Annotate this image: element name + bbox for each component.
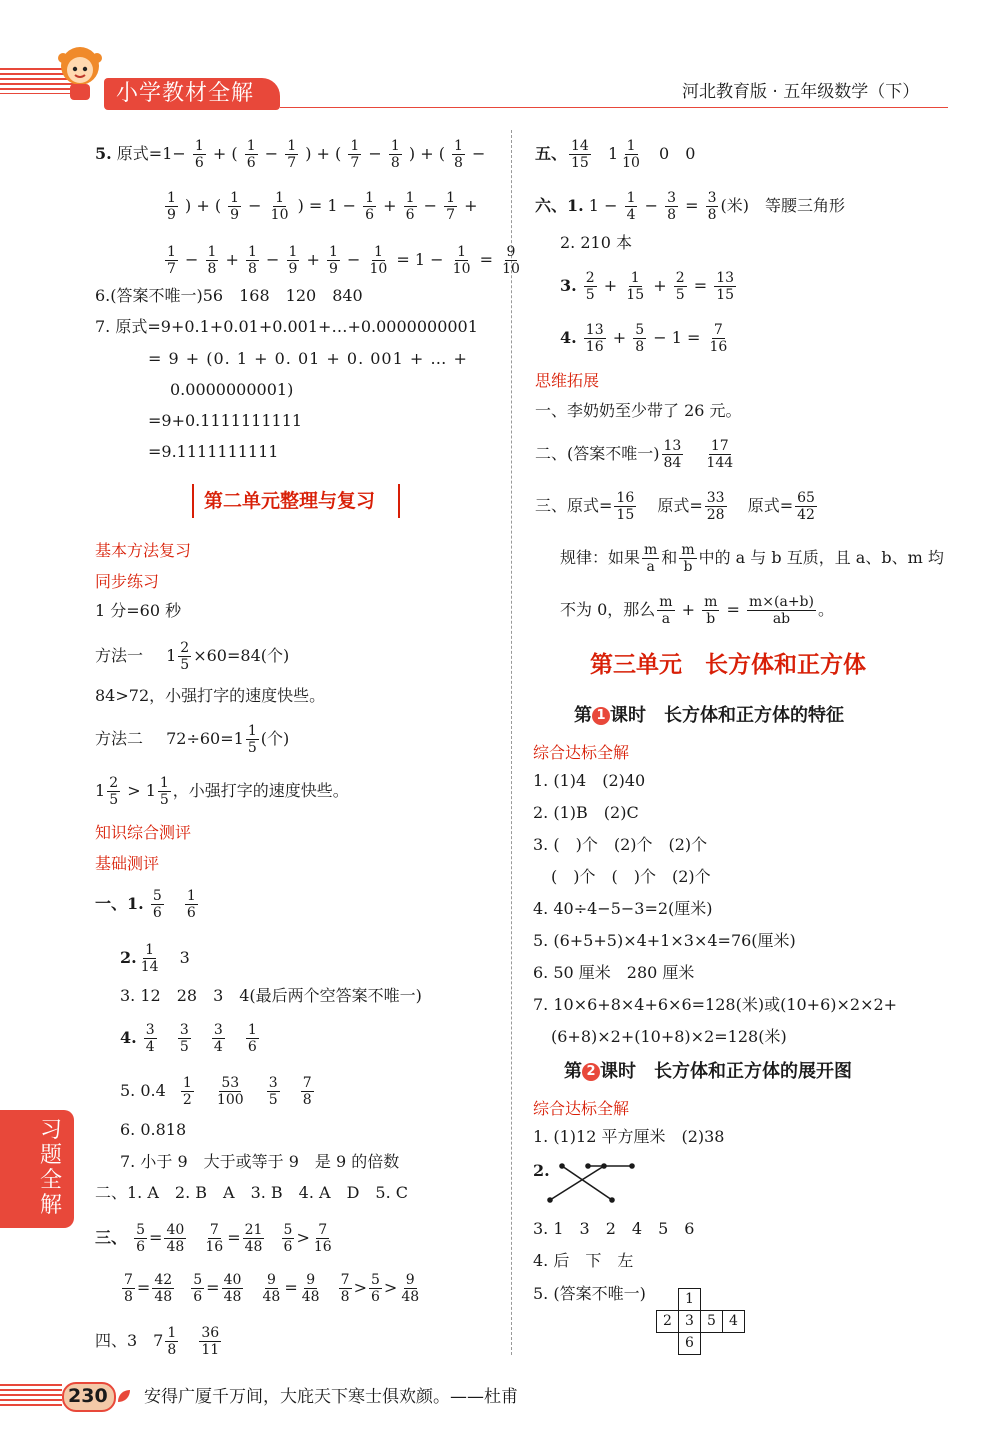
s1-7: 7. 小于 9 大于或等于 9 是 9 的倍数 — [120, 1152, 400, 1171]
fraction: $\frac{m\times(a+b)}{ab}$ — [749, 594, 814, 627]
fraction: $\frac{9}{10}$ — [502, 244, 520, 277]
l2-3: 3. 1 3 2 4 5 6 — [533, 1219, 695, 1238]
s3-label: 三、 — [95, 1228, 128, 1247]
fraction: $\frac{m}{a}$ — [659, 594, 673, 627]
mascot-logo — [52, 44, 108, 104]
fraction: $\frac{5}{8}$ — [635, 322, 645, 355]
matching-lines-diagram — [544, 1160, 636, 1206]
fraction: $\frac{m}{b}$ — [681, 542, 695, 575]
fraction: $\frac{9}{48}$ — [301, 1272, 320, 1305]
q5-prefix: 原式=1− — [116, 144, 186, 163]
fraction: $\frac{1}{6}$ — [186, 888, 196, 921]
l1-7a: 7. 10×6+8×4+6×6=128(米)或(10+6)×2×2+ — [533, 995, 898, 1014]
lesson-number-badge: 1 — [592, 707, 610, 725]
footer-quote: 安得广厦千万间，大庇天下寒士俱欢颜。——杜甫 — [144, 1387, 518, 1407]
compare2: 1 $\frac{2}{5}$ > 1 $\frac{1}{5}$ ，小强打字的速度快些。 — [95, 775, 349, 808]
s1-1-label: 一、1. — [95, 894, 144, 913]
side-tab-label: 习题全解 — [39, 1118, 62, 1218]
fraction: $\frac{36}{11}$ — [201, 1325, 220, 1358]
net-cell: 4 — [722, 1310, 745, 1333]
r-s5-tail: 0 0 — [659, 144, 696, 163]
fraction: $\frac{1}{9}$ — [167, 190, 176, 223]
r-s6-3: 3. $\frac{2}{5}$ + $\frac{1}{15}$ + $\frac{2}{5}$ = $\frac{13}{15}$ — [560, 270, 735, 303]
fraction: $\frac{2}{5}$ — [180, 640, 190, 673]
fraction: $\frac{5}{6}$ — [152, 888, 162, 921]
fraction: $\frac{9}{48}$ — [401, 1272, 420, 1305]
l1-3a: 3. ( )个 (2)个 (2)个 — [533, 835, 708, 854]
fraction: $\frac{21}{48}$ — [244, 1222, 263, 1255]
footer-stripes — [0, 1384, 62, 1406]
fraction: $\frac{1}{7}$ — [446, 190, 456, 223]
net-cell: 1 — [678, 1288, 701, 1311]
l1-2: 2. (1)B (2)C — [533, 803, 639, 822]
l1-3b: ( )个 ( )个 (2)个 — [551, 867, 711, 886]
basic-test-heading: 基础测评 — [95, 854, 160, 873]
r-s6-1: 六、1. 1 − $\frac{1}{4}$ − $\frac{3}{8}$ = $\frac{3}{8}$ (米) 等腰三角形 — [535, 190, 845, 223]
fraction: $\frac{1}{6}$ — [247, 1022, 257, 1055]
fraction: $\frac{1}{5}$ — [247, 723, 257, 756]
fraction: $\frac{1}{8}$ — [390, 138, 400, 171]
fraction: $\frac{14}{15}$ — [571, 138, 589, 171]
thinking-heading: 思维拓展 — [535, 371, 600, 390]
l1-7b: (6+8)×2+(10+8)×2=128(米) — [551, 1027, 787, 1046]
fraction: $\frac{3}{4}$ — [213, 1022, 223, 1055]
rule-line1 — [560, 542, 944, 575]
s3-line2: $\frac{7}{8}$ = $\frac{42}{48}$ $\frac{5}{6}$ = $\frac{40}{48}$ $\frac{9}{48}$ = $\frac{9}{48}$ $\frac{7}{8}$ > $\frac{5}{6}$ > $\frac{9}{48}$ — [124, 1272, 420, 1305]
s1-2-tail: 3 — [179, 948, 190, 967]
fraction: $\frac{33}{28}$ — [706, 490, 725, 523]
comprehensive1-heading: 综合达标全解 — [533, 743, 630, 762]
lesson1-post: 课时 长方体和正方体的特征 — [610, 705, 844, 726]
rule-a: 规律：如果 — [560, 548, 641, 567]
q5-number: 5. — [95, 144, 112, 163]
net-cell: 5 — [700, 1310, 723, 1333]
t2-label: 二、(答案不唯一) — [535, 444, 660, 463]
fraction: $\frac{5}{6}$ — [283, 1222, 293, 1255]
fraction: $\frac{7}{8}$ — [124, 1272, 133, 1305]
fraction: $\frac{1}{9}$ — [230, 190, 240, 223]
fraction: $\frac{1}{8}$ — [207, 244, 217, 277]
fraction: $\frac{m}{a}$ — [644, 542, 658, 575]
column-divider — [511, 130, 512, 1355]
fraction: $\frac{13}{15}$ — [716, 270, 735, 303]
fraction: $\frac{3}{4}$ — [145, 1022, 155, 1055]
fraction: $\frac{1}{6}$ — [405, 190, 415, 223]
method2-line — [95, 723, 289, 756]
fraction: $\frac{1}{2}$ — [182, 1075, 192, 1108]
l2-5: 5. (答案不唯一) — [533, 1284, 646, 1303]
lesson1-title — [574, 704, 844, 728]
l1-1: 1. (1)4 (2)40 — [533, 771, 646, 790]
fraction: $\frac{5}{6}$ — [136, 1222, 146, 1255]
r-s5-label: 五、 — [535, 144, 568, 163]
fraction: $\frac{7}{8}$ — [302, 1075, 312, 1108]
fraction: $\frac{1}{8}$ — [454, 138, 463, 171]
fraction: $\frac{40}{48}$ — [166, 1222, 185, 1255]
s3-line1: 三、 $\frac{5}{6}$ = $\frac{40}{48}$ $\frac{7}{16}$ = $\frac{21}{48}$ $\frac{5}{6}$ > $\frac{7}{16}$ — [95, 1222, 332, 1255]
knowledge-test-heading: 知识综合测评 — [95, 823, 192, 842]
fraction: $\frac{1}{9}$ — [288, 244, 298, 277]
lesson-number-badge: 2 — [582, 1063, 600, 1081]
fraction: $\frac{17}{144}$ — [706, 438, 734, 471]
fraction: $\frac{3}{5}$ — [179, 1022, 189, 1055]
method1-expr: ×60=84(个) — [193, 646, 290, 665]
rule-d: 不为 0，那么 — [560, 600, 656, 619]
lesson2-post: 课时 长方体和正方体的展开图 — [600, 1061, 852, 1082]
fraction: $\frac{13}{16}$ — [585, 322, 604, 355]
fraction: $\frac{7}{16}$ — [313, 1222, 332, 1255]
fraction: $\frac{1}{8}$ — [167, 1325, 177, 1358]
t3-b: 原式= — [657, 496, 703, 515]
sync-practice-heading: 同步练习 — [95, 572, 160, 591]
fraction: $\frac{40}{48}$ — [223, 1272, 242, 1305]
r-s6-1-tail: (米) 等腰三角形 — [720, 196, 845, 215]
q5-line3: $\frac{1}{7}$ − $\frac{1}{8}$ + $\frac{1}{8}$ − $\frac{1}{9}$ + $\frac{1}{9}$ − $\frac{1}{10}$ = 1 − $\frac{1}{10}$ = $\frac{9}{10}$ — [167, 244, 520, 277]
l1-5: 5. (6+5+5)×4+1×3×4=76(厘米) — [533, 931, 796, 950]
fraction: $\frac{3}{8}$ — [667, 190, 676, 223]
fraction: $\frac{1}{8}$ — [248, 244, 257, 277]
q7-line5: =9.1111111111 — [148, 442, 279, 461]
fraction: $\frac{1}{10}$ — [369, 244, 388, 277]
method2-expr: 72÷60=1 — [166, 729, 244, 748]
s1-2: 2. $\frac{1}{14}$ 3 — [120, 942, 190, 975]
fraction: $\frac{2}{5}$ — [675, 270, 685, 303]
q6: 6.(答案不唯一)56 168 120 840 — [95, 286, 363, 305]
l2-2: 2. — [533, 1161, 550, 1180]
fraction: $\frac{9}{48}$ — [262, 1272, 281, 1305]
lesson1-pre: 第 — [574, 705, 592, 726]
lesson2-pre: 第 — [564, 1061, 582, 1082]
fraction: $\frac{1}{6}$ — [365, 190, 375, 223]
fraction: $\frac{1}{7}$ — [287, 138, 297, 171]
rule-line2: 不为 0，那么 $\frac{m}{a}$ + $\frac{m}{b}$ = $\frac{m\times(a+b)}{ab}$ 。 — [560, 594, 834, 627]
q7-line3: 0.0000000001) — [170, 380, 294, 399]
t3 — [535, 490, 819, 523]
q7-line1: 7. 原式=9+0.1+0.01+0.001+…+0.0000000001 — [95, 317, 478, 336]
r-s5: 五、 $\frac{14}{15}$ 1 $\frac{1}{10}$ 0 0 — [535, 138, 696, 171]
q7-line2: = 9 + (0. 1 + 0. 01 + 0. 001 + … + — [148, 349, 468, 368]
page-number: 230 — [68, 1385, 108, 1407]
method2-label: 方法二 — [95, 729, 144, 748]
minute-line: 1 分=60 秒 — [95, 601, 182, 620]
method1-label: 方法一 — [95, 646, 144, 665]
l2-4: 4. 后 下 左 — [533, 1251, 634, 1270]
r-s6-4: 4. $\frac{13}{16}$ + $\frac{5}{8}$ − 1 = $\frac{7}{16}$ — [560, 322, 728, 355]
unit-title: 第三单元 长方体和正方体 — [590, 652, 866, 678]
r-s6-2: 2. 210 本 — [560, 233, 632, 252]
fraction: $\frac{5}{6}$ — [193, 1272, 203, 1305]
compare1: 84>72，小强打字的速度快些。 — [95, 686, 326, 705]
t3-c: 原式= — [747, 496, 794, 515]
fraction: $\frac{65}{42}$ — [797, 490, 815, 523]
fraction: $\frac{1}{10}$ — [452, 244, 471, 277]
q5-line1: 5. 原式=1− $\frac{1}{6}$ + ( $\frac{1}{6}$ − $\frac{1}{7}$ ) + ( $\frac{1}{7}$ − $\frac{1}{8}$ ) + ( $\frac{1}{8}$ − — [95, 138, 486, 171]
q5-line2: $\frac{1}{9}$ ) + ( $\frac{1}{9}$ − $\frac{1}{10}$ ) = 1 − $\frac{1}{6}$ + $\frac{1}{6}$ − $\frac{1}{7}$ + — [167, 190, 478, 223]
fraction: $\frac{7}{16}$ — [709, 322, 728, 355]
t1: 一、李奶奶至少带了 26 元。 — [535, 401, 742, 420]
method1-line: 方法一 1 $\frac{2}{5}$ ×60=84(个) — [95, 640, 290, 673]
net-cell: 2 — [656, 1310, 679, 1333]
brand-title: 小学教材全解 — [116, 81, 255, 106]
s1-6: 6. 0.818 — [120, 1120, 187, 1139]
fraction: $\frac{16}{15}$ — [616, 490, 635, 523]
basic-review-heading: 基本方法复习 — [95, 541, 192, 560]
l2-1: 1. (1)12 平方厘米 (2)38 — [533, 1127, 725, 1146]
header-rule — [280, 107, 948, 108]
fraction: $\frac{1}{15}$ — [626, 270, 645, 303]
fraction: $\frac{42}{48}$ — [154, 1272, 173, 1305]
s1-1 — [95, 888, 200, 921]
rule-b: 和 — [661, 548, 678, 567]
compare2-text: ，小强打字的速度快些。 — [172, 781, 349, 800]
fraction: $\frac{7}{8}$ — [340, 1272, 350, 1305]
t3-a: 三、原式= — [535, 496, 613, 515]
fraction: $\frac{1}{14}$ — [140, 942, 159, 975]
l1-6: 6. 50 厘米 280 厘米 — [533, 963, 695, 982]
fraction: $\frac{2}{5}$ — [109, 775, 119, 808]
comprehensive2-heading: 综合达标全解 — [533, 1099, 630, 1118]
fraction: $\frac{1}{7}$ — [167, 244, 176, 277]
s4-label: 四、3 7 — [95, 1331, 164, 1350]
s1-3: 3. 12 28 3 4(最后两个空答案不唯一) — [120, 986, 422, 1005]
fraction: $\frac{1}{6}$ — [194, 138, 204, 171]
fraction: $\frac{1}{5}$ — [159, 775, 169, 808]
fraction: $\frac{1}{10}$ — [270, 190, 289, 223]
fraction: $\frac{3}{8}$ — [707, 190, 717, 223]
fraction: $\frac{1}{6}$ — [246, 138, 256, 171]
s1-5-head: 5. 0.4 — [120, 1081, 166, 1100]
rule-c: 中的 a 与 b 互质，且 a、b、m 均 — [698, 548, 944, 567]
l1-4: 4. 40÷4−5−3=2(厘米) — [533, 899, 713, 918]
lesson2-title — [564, 1060, 852, 1084]
net-cell: 6 — [678, 1332, 701, 1355]
fraction: $\frac{3}{5}$ — [268, 1075, 278, 1108]
edition-label: 河北教育版 · 五年级数学（下） — [682, 82, 920, 102]
s1-4: 4. $\frac{3}{4}$ $\frac{3}{5}$ $\frac{3}{4}$ $\frac{1}{6}$ — [120, 1022, 257, 1055]
section-title: 第二单元整理与复习 — [204, 490, 376, 512]
q7-line4: =9+0.1111111111 — [148, 411, 303, 430]
fraction: $\frac{13}{84}$ — [663, 438, 682, 471]
s4 — [95, 1325, 223, 1358]
fraction: $\frac{1}{4}$ — [626, 190, 636, 223]
fraction: $\frac{2}{5}$ — [585, 270, 595, 303]
t2 — [535, 438, 737, 471]
fraction: $\frac{1}{9}$ — [329, 244, 338, 277]
fraction: $\frac{m}{b}$ — [704, 594, 718, 627]
fraction: $\frac{53}{100}$ — [216, 1075, 244, 1108]
fraction: $\frac{5}{6}$ — [370, 1272, 380, 1305]
fraction: $\frac{1}{7}$ — [350, 138, 360, 171]
method2-unit: (个) — [260, 729, 290, 748]
net-cell: 3 — [678, 1310, 701, 1333]
leaf-icon — [116, 1388, 132, 1404]
s2: 二、1. A 2. B A 3. B 4. A D 5. C — [95, 1183, 409, 1202]
fraction: $\frac{7}{16}$ — [205, 1222, 224, 1255]
fraction: $\frac{1}{10}$ — [622, 138, 640, 171]
s1-5 — [120, 1075, 316, 1108]
